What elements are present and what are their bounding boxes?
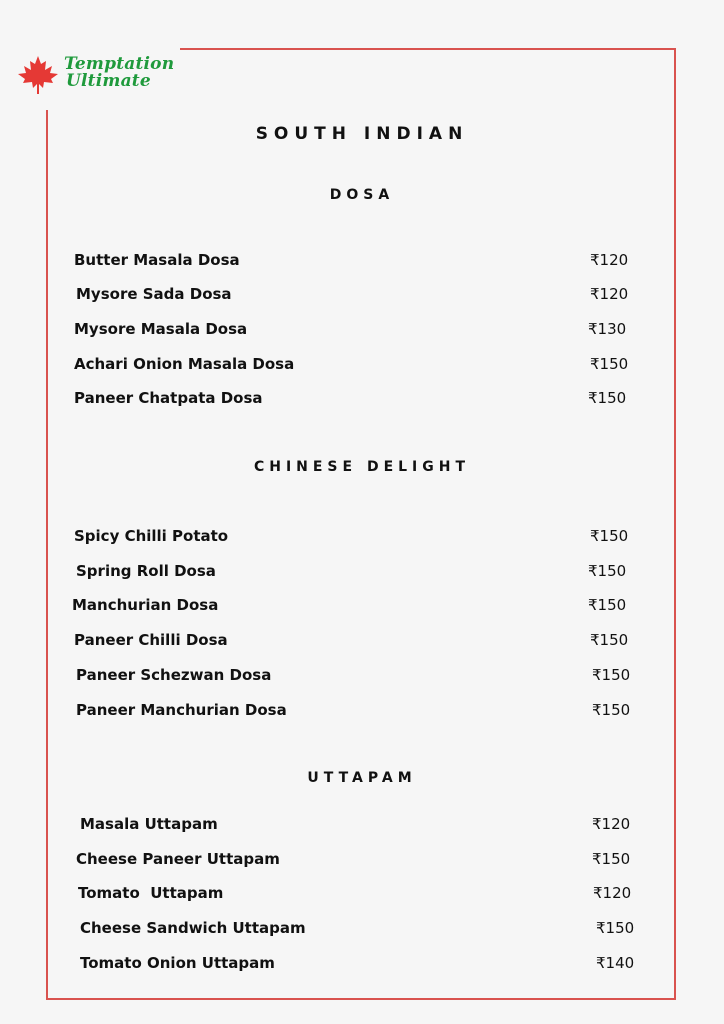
menu-item-name: Cheese Sandwich Uttapam — [80, 919, 306, 937]
menu-item-price: ₹150 — [590, 631, 629, 649]
menu-item-price: ₹130 — [588, 320, 627, 338]
menu-item-name: Cheese Paneer Uttapam — [76, 850, 280, 868]
menu-item-price: ₹150 — [588, 562, 627, 580]
menu-item-price: ₹120 — [590, 285, 629, 303]
menu-item-name: Butter Masala Dosa — [74, 251, 240, 269]
menu-item-price: ₹150 — [592, 666, 631, 684]
brand-logo — [64, 56, 174, 90]
maple-leaf-icon — [16, 54, 60, 96]
menu-item-name: Spring Roll Dosa — [76, 562, 216, 580]
brand-line-2: Ultimate — [66, 71, 151, 91]
menu-item-price: ₹150 — [596, 919, 635, 937]
menu-item-name: Paneer Chilli Dosa — [74, 631, 228, 649]
menu-item-name: Mysore Sada Dosa — [76, 285, 232, 303]
menu-item-name: Paneer Chatpata Dosa — [74, 389, 263, 407]
menu-item-name: Tomato Onion Uttapam — [80, 954, 275, 972]
menu-item-price: ₹120 — [590, 251, 629, 269]
menu-item-price: ₹150 — [590, 527, 629, 545]
menu-item-price: ₹120 — [592, 815, 631, 833]
menu-item-price: ₹150 — [588, 389, 627, 407]
menu-item-name: Masala Uttapam — [80, 815, 218, 833]
menu-item-name: Spicy Chilli Potato — [74, 527, 229, 545]
section-heading-chinese-delight: CHINESE DELIGHT — [253, 459, 471, 475]
section-heading-uttapam: UTTAPAM — [307, 770, 417, 786]
page-title: SOUTH INDIAN — [255, 124, 469, 144]
brand-line-1: Temptation — [64, 54, 175, 74]
menu-item-name: Paneer Schezwan Dosa — [76, 666, 272, 684]
menu-item-price: ₹120 — [593, 884, 632, 902]
menu-item-name: Mysore Masala Dosa — [74, 320, 248, 338]
section-heading-dosa: DOSA — [329, 187, 395, 203]
menu-item-name: Achari Onion Masala Dosa — [74, 355, 295, 373]
menu-item-price: ₹140 — [596, 954, 635, 972]
menu-item-price: ₹150 — [592, 701, 631, 719]
menu-item-name: Manchurian Dosa — [72, 596, 219, 614]
menu-item-name: Paneer Manchurian Dosa — [76, 701, 287, 719]
menu-item-name: Tomato Uttapam — [78, 884, 224, 902]
menu-item-price: ₹150 — [588, 596, 627, 614]
menu-item-price: ₹150 — [590, 355, 629, 373]
menu-item-price: ₹150 — [592, 850, 631, 868]
